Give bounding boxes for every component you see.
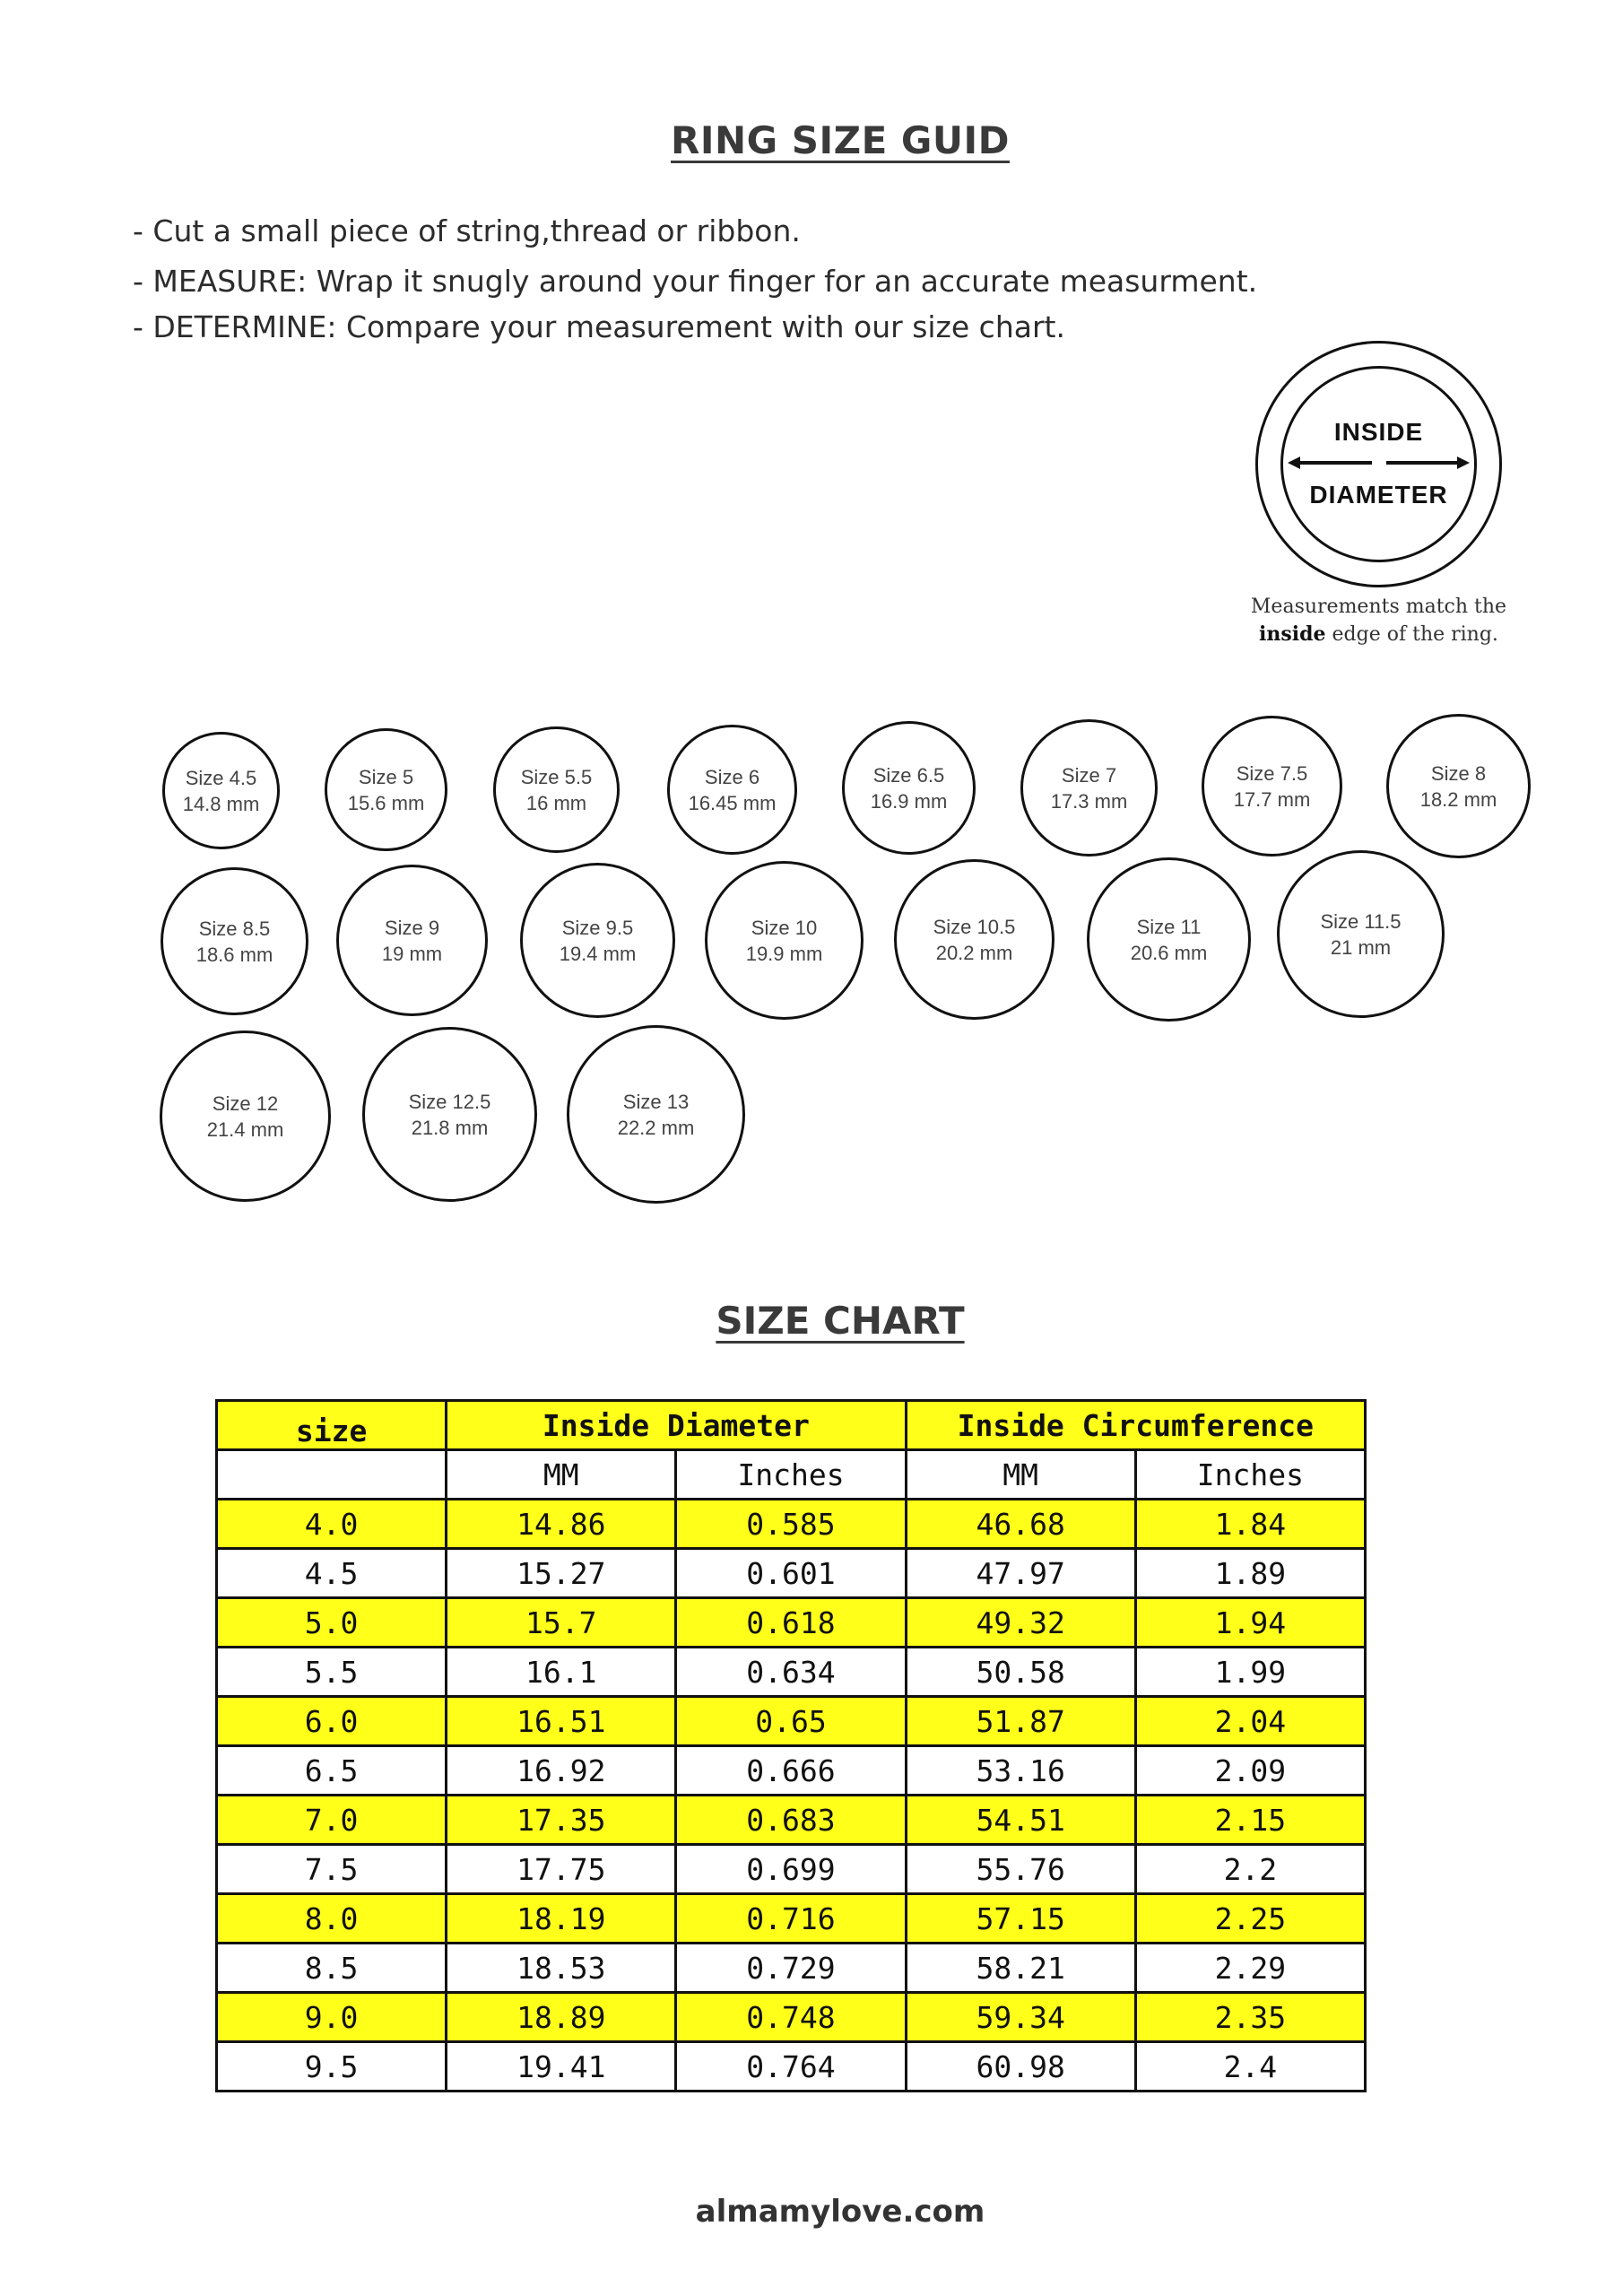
table-cell: 54.51 bbox=[906, 1796, 1135, 1845]
table-cell: 58.21 bbox=[906, 1944, 1135, 1993]
table-cell: 50.58 bbox=[906, 1648, 1135, 1697]
table-cell: 15.27 bbox=[447, 1549, 676, 1598]
ring-circle bbox=[1087, 857, 1251, 1022]
table-cell: 7.5 bbox=[217, 1845, 447, 1894]
ring-label: 21.4 mm bbox=[206, 1118, 284, 1141]
table-cell: 16.51 bbox=[447, 1697, 676, 1746]
diagram-caption bbox=[1228, 594, 1529, 648]
table-cell: 0.585 bbox=[676, 1500, 906, 1549]
ring-circle bbox=[705, 861, 864, 1020]
table-cell: 2.2 bbox=[1135, 1845, 1365, 1894]
column-header-inside-diameter: Inside Diameter bbox=[447, 1401, 906, 1450]
caption-bold-word: inside bbox=[1259, 622, 1326, 646]
ring-circle bbox=[162, 732, 280, 849]
ring-label: 16.9 mm bbox=[870, 789, 948, 813]
ring-label: Size 9 bbox=[384, 916, 440, 939]
table-cell: 59.34 bbox=[906, 1993, 1135, 2042]
table-cell: 4.5 bbox=[217, 1549, 447, 1598]
table-cell: 0.716 bbox=[676, 1894, 906, 1944]
table-cell: 47.97 bbox=[906, 1549, 1135, 1598]
caption-line1: Measurements match the bbox=[1250, 596, 1507, 618]
table-row bbox=[217, 1598, 1366, 1648]
ring-circle bbox=[325, 728, 447, 851]
table-subheader-row bbox=[217, 1450, 1366, 1500]
table-cell: 18.53 bbox=[447, 1944, 676, 1993]
column-header-size: size bbox=[217, 1401, 447, 1450]
ring-circle bbox=[1020, 719, 1158, 857]
ring-label: Size 5 bbox=[358, 765, 414, 788]
ring-label: 17.7 mm bbox=[1233, 787, 1311, 811]
ring-label: 15.6 mm bbox=[347, 791, 425, 814]
subheader-circumference-mm: MM bbox=[906, 1450, 1135, 1500]
table-row bbox=[217, 1944, 1366, 1993]
ring-label: 14.8 mm bbox=[182, 792, 260, 815]
ring-label: Size 6 bbox=[704, 765, 760, 788]
table-cell: 6.0 bbox=[217, 1697, 447, 1746]
ring-circle bbox=[1277, 850, 1445, 1018]
ring-label: Size 5.5 bbox=[520, 765, 593, 788]
table-cell: 0.748 bbox=[676, 1993, 906, 2042]
subheader-diameter-inches: Inches bbox=[676, 1450, 906, 1500]
table-cell: 5.5 bbox=[217, 1648, 447, 1697]
ring-label: Size 7 bbox=[1061, 763, 1117, 787]
ring-circle bbox=[493, 726, 620, 853]
ring-label: 19 mm bbox=[381, 942, 443, 965]
table-cell: 0.634 bbox=[676, 1648, 906, 1697]
table-row bbox=[217, 1648, 1366, 1697]
ring-label: 18.6 mm bbox=[195, 943, 273, 966]
inside-diameter-diagram bbox=[1255, 341, 1502, 587]
subheader-diameter-mm: MM bbox=[447, 1450, 676, 1500]
ring-label: Size 4.5 bbox=[185, 766, 257, 789]
table-cell: 1.89 bbox=[1135, 1549, 1365, 1598]
instruction-measure: - MEASURE: Wrap it snugly around your finger for an accurate measurment. bbox=[133, 264, 1258, 299]
ring-label: Size 11.5 bbox=[1320, 909, 1402, 933]
ring-label: 22.2 mm bbox=[617, 1116, 695, 1139]
ring-circle bbox=[667, 725, 797, 855]
ring-label: 20.2 mm bbox=[935, 941, 1013, 964]
table-cell: 14.86 bbox=[447, 1500, 676, 1549]
table-cell: 0.729 bbox=[676, 1944, 906, 1993]
ring-label: 16 mm bbox=[525, 791, 587, 814]
table-cell: 0.601 bbox=[676, 1549, 906, 1598]
size-chart-title: SIZE CHART bbox=[716, 1299, 965, 1343]
ring-label: 21 mm bbox=[1330, 935, 1392, 959]
table-cell: 0.699 bbox=[676, 1845, 906, 1894]
column-header-inside-circumference: Inside Circumference bbox=[906, 1401, 1365, 1450]
table-cell: 55.76 bbox=[906, 1845, 1135, 1894]
ring-label: Size 6.5 bbox=[872, 763, 945, 787]
table-cell: 4.0 bbox=[217, 1500, 447, 1549]
table-cell: 7.0 bbox=[217, 1796, 447, 1845]
table-cell: 2.09 bbox=[1135, 1746, 1365, 1796]
table-cell: 2.04 bbox=[1135, 1697, 1365, 1746]
ring-label: 21.8 mm bbox=[411, 1116, 489, 1139]
table-cell: 9.0 bbox=[217, 1993, 447, 2042]
table-cell: 1.84 bbox=[1135, 1500, 1365, 1549]
table-cell: 0.764 bbox=[676, 2042, 906, 2092]
ring-label: 17.3 mm bbox=[1050, 789, 1128, 813]
table-cell: 0.683 bbox=[676, 1796, 906, 1845]
table-cell: 2.29 bbox=[1135, 1944, 1365, 1993]
table-row bbox=[217, 1796, 1366, 1845]
table-cell: 16.1 bbox=[447, 1648, 676, 1697]
size-chart-table bbox=[215, 1399, 1367, 2092]
ring-label: 18.2 mm bbox=[1419, 787, 1497, 811]
ring-circle bbox=[160, 1031, 331, 1202]
ring-label: Size 7.5 bbox=[1236, 761, 1308, 785]
table-cell: 16.92 bbox=[447, 1746, 676, 1796]
table-cell: 2.4 bbox=[1135, 2042, 1365, 2092]
table-cell: 8.5 bbox=[217, 1944, 447, 1993]
ring-label: Size 12 bbox=[212, 1091, 279, 1115]
table-cell: 18.89 bbox=[447, 1993, 676, 2042]
table-cell: 17.35 bbox=[447, 1796, 676, 1845]
table-row bbox=[217, 1500, 1366, 1549]
ring-circle bbox=[1202, 716, 1342, 857]
ring-label: Size 8 bbox=[1430, 761, 1487, 785]
ring-label: 16.45 mm bbox=[688, 791, 777, 814]
ring-label: 19.9 mm bbox=[745, 942, 823, 965]
table-cell: 0.666 bbox=[676, 1746, 906, 1796]
table-cell: 8.0 bbox=[217, 1894, 447, 1944]
diagram-label-diameter: DIAMETER bbox=[1309, 481, 1448, 509]
table-row bbox=[217, 1549, 1366, 1598]
subheader-circumference-inches: Inches bbox=[1135, 1450, 1365, 1500]
table-cell: 6.5 bbox=[217, 1746, 447, 1796]
footer-website: almamylove.com bbox=[695, 2194, 985, 2230]
ring-circle bbox=[520, 863, 675, 1018]
table-header-row bbox=[217, 1401, 1366, 1450]
ring-circle bbox=[842, 721, 976, 855]
table-cell: 60.98 bbox=[906, 2042, 1135, 2092]
table-cell: 17.75 bbox=[447, 1845, 676, 1894]
ring-label: Size 10.5 bbox=[933, 915, 1016, 938]
ring-label: Size 11 bbox=[1136, 915, 1202, 938]
table-row bbox=[217, 1697, 1366, 1746]
ring-label: 20.6 mm bbox=[1130, 941, 1208, 964]
ring-label: Size 10 bbox=[751, 916, 818, 939]
ring-label: 19.4 mm bbox=[559, 942, 637, 965]
table-cell: 9.5 bbox=[217, 2042, 447, 2092]
table-cell: 18.19 bbox=[447, 1894, 676, 1944]
table-cell: 2.35 bbox=[1135, 1993, 1365, 2042]
ring-label: Size 12.5 bbox=[408, 1090, 491, 1113]
table-cell: 49.32 bbox=[906, 1598, 1135, 1648]
table-cell: 1.99 bbox=[1135, 1648, 1365, 1697]
table-cell: 1.94 bbox=[1135, 1598, 1365, 1648]
table-row bbox=[217, 2042, 1366, 2092]
ring-label: Size 8.5 bbox=[198, 917, 271, 940]
table-cell: 2.25 bbox=[1135, 1894, 1365, 1944]
table-cell: 0.65 bbox=[676, 1697, 906, 1746]
table-row bbox=[217, 1993, 1366, 2042]
ring-circle bbox=[161, 867, 308, 1015]
table-cell: 5.0 bbox=[217, 1598, 447, 1648]
ring-circle bbox=[1386, 714, 1531, 858]
instruction-cut: - Cut a small piece of string,thread or ribbon. bbox=[133, 213, 801, 248]
ring-circle bbox=[362, 1027, 537, 1202]
table-cell: 57.15 bbox=[906, 1894, 1135, 1944]
instruction-determine: - DETERMINE: Compare your measurement with our size chart. bbox=[133, 309, 1065, 344]
ring-label: Size 9.5 bbox=[561, 916, 634, 939]
ring-label: Size 13 bbox=[622, 1090, 690, 1113]
subheader-empty bbox=[217, 1450, 447, 1500]
ring-circle bbox=[336, 865, 488, 1016]
table-cell: 53.16 bbox=[906, 1746, 1135, 1796]
page-title: RING SIZE GUID bbox=[671, 118, 1010, 162]
table-cell: 19.41 bbox=[447, 2042, 676, 2092]
table-cell: 2.15 bbox=[1135, 1796, 1365, 1845]
table-cell: 0.618 bbox=[676, 1598, 906, 1648]
table-row bbox=[217, 1746, 1366, 1796]
table-cell: 51.87 bbox=[906, 1697, 1135, 1746]
table-row bbox=[217, 1845, 1366, 1894]
ring-circle bbox=[894, 859, 1055, 1020]
table-row bbox=[217, 1894, 1366, 1944]
caption-line2: edge of the ring. bbox=[1325, 623, 1498, 646]
table-cell: 46.68 bbox=[906, 1500, 1135, 1549]
diagram-label-inside: INSIDE bbox=[1333, 418, 1424, 446]
ring-circle bbox=[567, 1025, 745, 1204]
diameter-arrow-icon bbox=[1288, 454, 1470, 472]
table-cell: 15.7 bbox=[447, 1598, 676, 1648]
